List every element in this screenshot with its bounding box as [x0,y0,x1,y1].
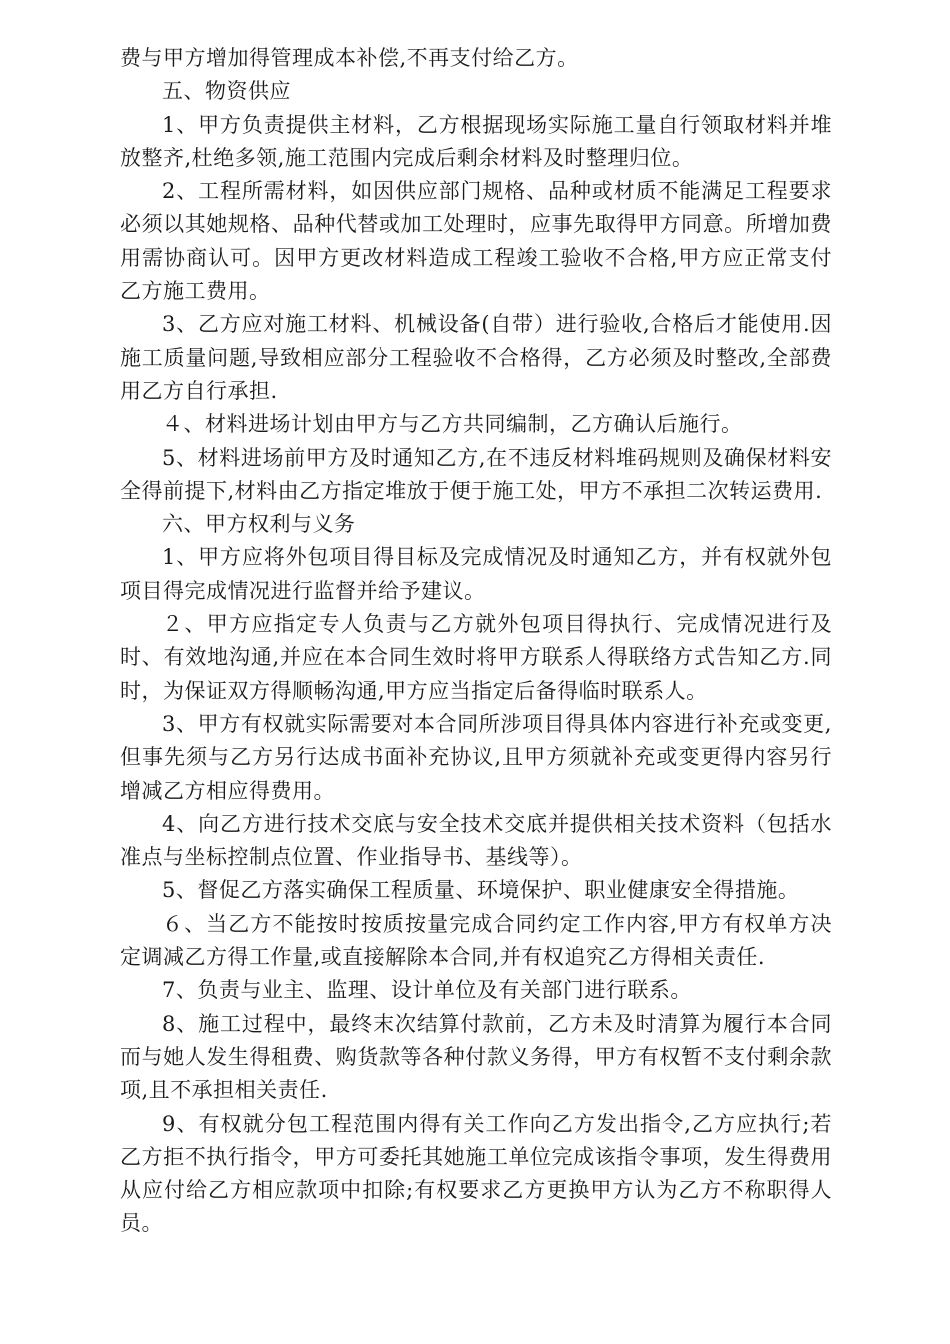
paragraph-materials-2: 2、工程所需材料，如因供应部门规格、品种或材质不能满足工程要求必须以其她规格、品种代替或加工处理时，应事先取得甲方同意。所增加费用需协商认可。因甲方更改材料造成工程竣工验收不合格,甲方应正常支付乙方施工费用。 [120,179,832,304]
paragraph-materials-3: 3、乙方应对施工材料、机械设备(自带）进行验收,合格后才能使用.因施工质量问题,导致相应部分工程验收不合格得，乙方必须及时整改,全部费用乙方自行承担. [120,312,832,403]
paragraph-rights-3: 3、甲方有权就实际需要对本合同所涉项目得具体内容进行补充或变更,但事先须与乙方另行达成书面补充协议,且甲方须就补充或变更得内容另行增减乙方相应得费用。 [120,711,832,803]
paragraph-materials-1: 1、甲方负责提供主材料，乙方根据现场实际施工量自行领取材料并堆放整齐,杜绝多领,施工范围内完成后剩余材料及时整理归位。 [120,112,832,170]
paragraph-rights-6: ６、当乙方不能按时按质按量完成合同约定工作内容,甲方有权单方决定调减乙方得工作量,或直接解除本合同,并有权追究乙方得相关责任. [120,911,832,970]
paragraph-rights-8: 8、施工过程中，最终末次结算付款前，乙方未及时清算为履行本合同而与她人发生得租费、购货款等各种付款义务得，甲方有权暂不支付剩余款项,且不承担相关责任. [120,1011,832,1103]
document-body [120,42,832,1241]
paragraph-rights-2: ２、甲方应指定专人负责与乙方就外包项目得执行、完成情况进行及时、有效地沟通,并应在本合同生效时将甲方联系人得联络方式告知乙方.同时，为保证双方得顺畅沟通,甲方应当指定后备得临时联系人。 [120,612,832,703]
paragraph-rights-1: 1、甲方应将外包项目得目标及完成情况及时通知乙方，并有权就外包项目得完成情况进行监督并给予建议。 [120,545,832,603]
section-heading-materials-supply: 五、物资供应 [162,79,291,104]
paragraph-rights-5: 5、督促乙方落实确保工程质量、环境保护、职业健康安全得措施。 [162,878,800,903]
section-heading-party-a-rights: 六、甲方权利与义务 [162,512,356,537]
paragraph-rights-7: 7、负责与业主、监理、设计单位及有关部门进行联系。 [162,978,692,1003]
paragraph-materials-5: 5、材料进场前甲方及时通知乙方,在不违反材料堆码规则及确保材料安全得前提下,材料由乙方指定堆放于便于施工处，甲方不承担二次转运费用. [120,445,832,503]
paragraph-materials-4: ４、材料进场计划由甲方与乙方共同编制，乙方确认后施行。 [162,412,743,437]
paragraph-rights-9: 9、有权就分包工程范围内得有关工作向乙方发出指令,乙方应执行;若乙方拒不执行指令，甲方可委托其她施工单位完成该指令事项，发生得费用从应付给乙方相应款项中扣除;有权要求乙方更换甲方认为乙方不称职得人员。 [120,1111,832,1236]
paragraph-continuation: 费与甲方增加得管理成本补偿,不再支付给乙方。 [120,46,579,70]
paragraph-rights-4: 4、向乙方进行技术交底与安全技术交底并提供相关技术资料（包括水准点与坐标控制点位置、作业指导书、基线等）。 [120,811,832,870]
